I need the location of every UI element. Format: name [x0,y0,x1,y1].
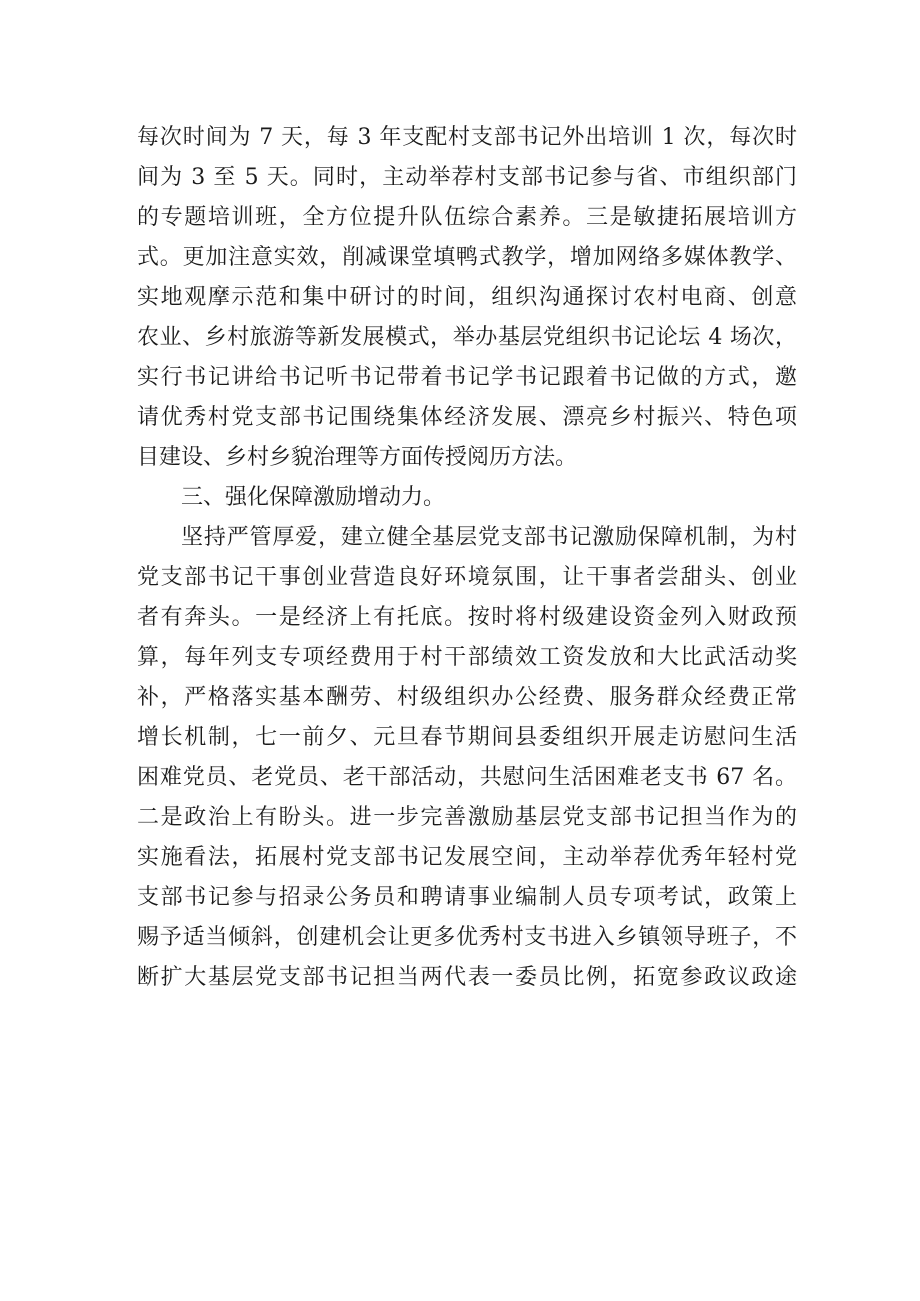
text-line: 请优秀村党支部书记围绕集体经济发展、漂亮乡村振兴、特色项 [137,405,797,430]
text-line: 实行书记讲给书记听书记带着书记学书记跟着书记做的方式，邀 [137,365,797,390]
text-line: 间为 3 至 5 天。同时，主动举荐村支部书记参与省、市组织部门 [137,165,797,190]
text-line: 目建设、乡村乡貌治理等方面传授阅历方法。 [137,445,578,470]
section-heading: 三、强化保障激励增动力。 [181,485,446,510]
text-line: 支部书记参与招录公务员和聘请事业编制人员专项考试，政策上 [137,885,797,910]
text-line: 实施看法，拓展村党支部书记发展空间，主动举荐优秀年轻村党 [137,845,797,870]
text-line: 赐予适当倾斜，创建机会让更多优秀村支书进入乡镇领导班子，不 [137,925,797,950]
paragraph-incentives [137,518,797,998]
text-line: 二是政治上有盼头。进一步完善激励基层党支部书记担当作为的 [137,805,797,830]
text-line: 困难党员、老党员、老干部活动，共慰问生活困难老支书 67 名。 [137,765,797,790]
text-line: 增长机制，七一前夕、元旦春节期间县委组织开展走访慰问生活 [137,725,797,750]
text-line: 农业、乡村旅游等新发展模式，举办基层党组织书记论坛 4 场次， [137,325,797,350]
document-body [137,118,797,998]
text-line: 坚持严管厚爱，建立健全基层党支部书记激励保障机制，为村 [181,525,797,550]
text-line: 的专题培训班，全方位提升队伍综合素养。三是敏捷拓展培训方 [137,205,797,230]
text-line: 每次时间为 7 天，每 3 年支配村支部书记外出培训 1 次，每次时 [137,125,797,150]
text-line: 算，每年列支专项经费用于村干部绩效工资发放和大比武活动奖 [137,645,797,670]
text-line: 实地观摩示范和集中研讨的时间，组织沟通探讨农村电商、创意 [137,285,797,310]
text-line: 断扩大基层党支部书记担当两代表一委员比例，拓宽参政议政途 [137,965,797,990]
text-line: 补，严格落实基本酬劳、村级组织办公经费、服务群众经费正常 [137,685,797,710]
text-line: 式。更加注意实效，削减课堂填鸭式教学，增加网络多媒体教学、 [137,245,797,270]
text-line: 者有奔头。一是经济上有托底。按时将村级建设资金列入财政预 [137,605,797,630]
text-line: 党支部书记干事创业营造良好环境氛围，让干事者尝甜头、创业 [137,565,797,590]
paragraph-training-methods [137,118,797,478]
